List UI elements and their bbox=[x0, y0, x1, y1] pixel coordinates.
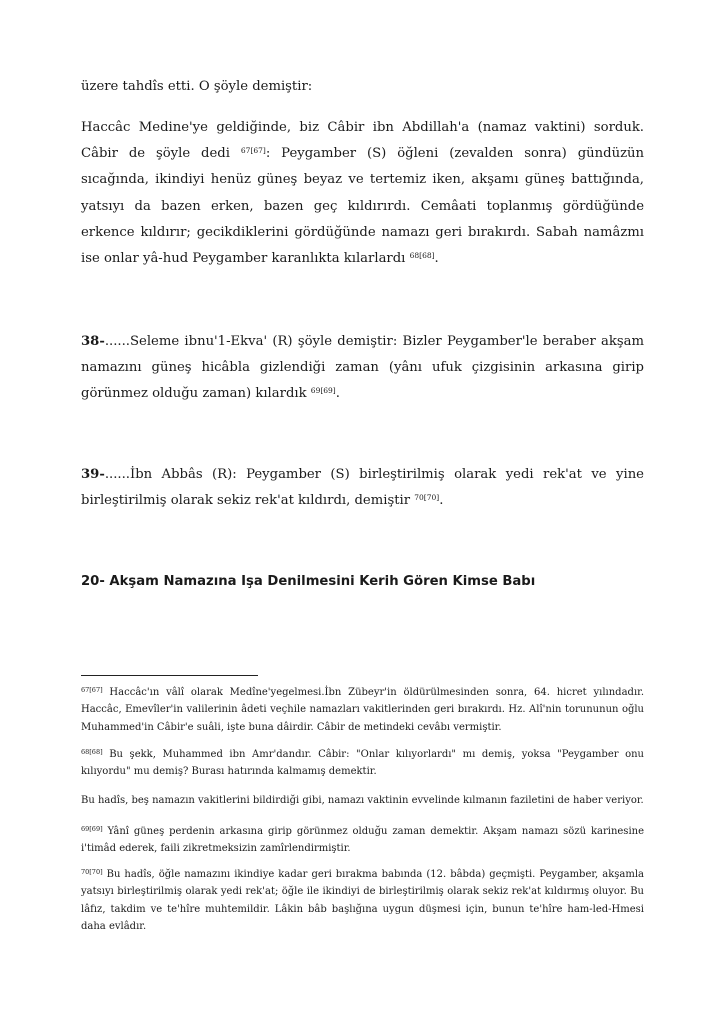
paragraph-end: . bbox=[335, 386, 340, 402]
footnote-ref-68[interactable]: 68[68] bbox=[409, 251, 435, 261]
footnote-text: Bu hadîs, beş namazın vakitlerini bildirdiği gibi, namazı vaktinin evvelinde kılmanın faziletini de haber veriyor. bbox=[81, 795, 644, 806]
intro-text: üzere tahdîs etti. O şöyle demiştir: bbox=[81, 79, 313, 94]
footnote-text: Haccâc'ın vâlî olarak Medîne'yegelmesi.İbn Zübeyr'in öldürülmesinden sonra, 64. hicret yılındadır. Haccâc, Emevîler'in valilerinin âdeti veçhile namazları vakitlerinden geri bırakırdı. Hz. Alî'nin torununun oğlu Muhammed'in Câbir'e suâli, işte buna dâirdir. Câbir de metindeki cevâbı vermiştir. bbox=[81, 687, 644, 733]
paragraph-hadith-39 bbox=[81, 462, 644, 514]
paragraph-text: Haccâc Medine'ye geldiğinde, biz Câbir ibn Abdillah'a (namaz vaktini) sorduk. Câbir de şöyle dedi bbox=[81, 120, 644, 162]
footnote-69 bbox=[81, 823, 644, 858]
footnote-marker-70: 70[70] bbox=[81, 868, 103, 876]
intro-line bbox=[81, 74, 644, 100]
footnote-marker-67: 67[67] bbox=[81, 686, 103, 694]
section-heading: 20- Akşam Namazına Işa Denilmesini Kerih Gören Kimse Babı bbox=[81, 574, 536, 589]
footnote-ref-70[interactable]: 70[70] bbox=[414, 493, 440, 503]
footnote-67 bbox=[81, 684, 644, 736]
hadith-number-38: 38- bbox=[81, 334, 105, 349]
footnote-text: Yânî güneş perdenin arkasına girip görünmez olduğu zaman demektir. Akşam namazı sözü karinesine i'timâd ederek, faili zikretmeksizin zamîrlendirmiştir. bbox=[81, 826, 644, 855]
footnote-text: Bu hadîs, öğle namazını ikindiye kadar geri bırakma babında (12. bâbda) geçmişti. Peygamber, akşamla yatsıyı birleştirilmiş olarak yedi rek'at; öğle ile ikindiyi de birleştirilmiş olarak sekiz rek'at kıldırmış oluyor. Bu lâfız, takdim ve te'hîre muhtemildir. Lâkin bâb başlığına uygun düşmesi için, bunun te'hîre ham-led-Hmesi daha evlâdır. bbox=[81, 869, 644, 933]
footnote-70 bbox=[81, 866, 644, 936]
footnote-68 bbox=[81, 746, 644, 781]
paragraph-text: ......İbn Abbâs (R): Peygamber (S) birleştirilmiş olarak yedi rek'at ve yine birleştirilmiş olarak sekiz rek'at kıldırdı, demiştir bbox=[81, 467, 644, 509]
hadith-number-39: 39- bbox=[81, 467, 105, 482]
paragraph-hadith-37 bbox=[81, 115, 644, 272]
footnote-ref-67[interactable]: 67[67] bbox=[240, 146, 266, 156]
paragraph-text: : Peygamber (S) öğleni (zevalden sonra) gündüzün sıcağında, ikindiyi henüz güneş beyaz ve tertemiz iken, akşamı güneş battığında, yatsıyı da bazen erken, bazen geç kıldırırdı. Cemâati toplanmış gördüğünde erkence kıldırır; gecikdiklerini gördüğünde namazı geri bırakırdı. Sabah namâzmı ise onlar yâ-hud Peygamber karanlıkta kılarlardı bbox=[81, 146, 645, 267]
paragraph-hadith-38 bbox=[81, 329, 644, 408]
footnote-ref-69[interactable]: 69[69] bbox=[310, 386, 336, 396]
footnote-marker-68: 68[68] bbox=[81, 748, 103, 756]
footnote-text: Bu şekk, Muhammed ibn Amr'dandır. Câbir: "Onlar kılıyorlardı" mı demiş, yoksa "Peygamber onu kılıyordu" mu demiş? Burası hatırında kalmamış demektir. bbox=[81, 749, 644, 778]
footnote-marker-69: 69[69] bbox=[81, 825, 103, 833]
paragraph-end: . bbox=[434, 251, 439, 267]
paragraph-text: ......Seleme ibnu'1-Ekva' (R) şöyle demiştir: Bizler Peygamber'le beraber akşam namazını güneş hicâbla gizlendiği zaman (yânı ufuk çizgisinin arkasına girip görünmez olduğu zaman) kılardık bbox=[81, 334, 644, 402]
footnote-68-continuation bbox=[81, 793, 644, 808]
footnote-divider bbox=[81, 675, 258, 676]
paragraph-end: . bbox=[439, 493, 444, 509]
